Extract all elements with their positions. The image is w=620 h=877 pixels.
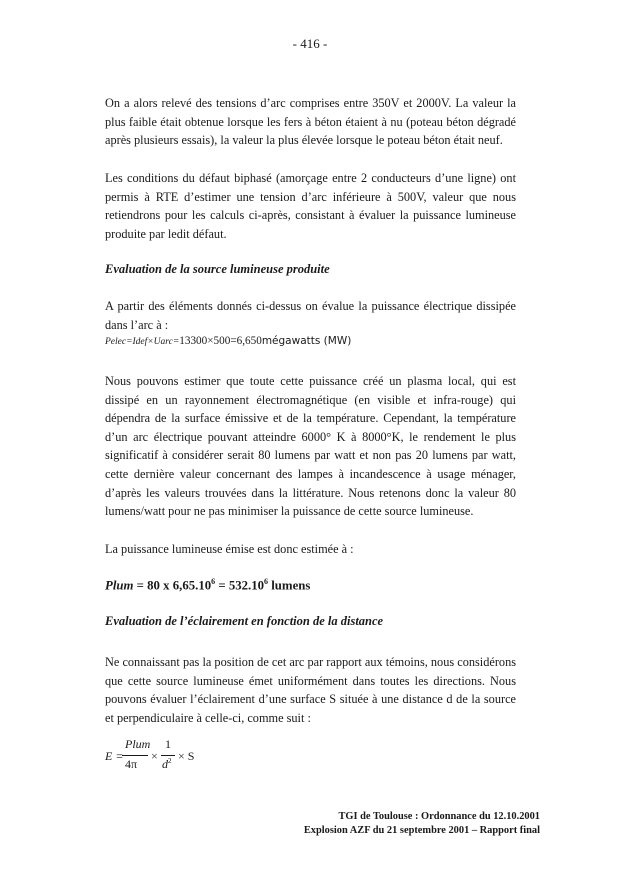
equation-distance: d: [162, 757, 168, 771]
equation-numerator2: 1: [165, 737, 171, 751]
plum-symbol: Plum: [105, 578, 134, 593]
equation-times: ×: [151, 749, 158, 763]
equation-denominator2: [162, 757, 172, 772]
equation-times-s: × S: [178, 749, 195, 763]
equation-exponent: 2: [168, 757, 172, 765]
fraction-bar-2: [161, 755, 175, 756]
plum-unit: lumens: [268, 578, 311, 593]
formula-luminous-power: [105, 577, 310, 593]
plum-exponent1: 6: [211, 577, 216, 586]
paragraph-luminous-power: La puissance lumineuse émise est donc estimée à :: [105, 542, 354, 556]
paragraph-plasma-radiation: Nous pouvons estimer que toute cette puissance créé un plasma local, qui est dissipé en un rayonnement électromagnétique (en visible et infra-rouge) qui dépendra de la surface émissive et de la température. Cependant, la température d’un arc électrique pouvant atteindre 6000° K à 8000°K, le rendement le plus significatif à considérer serait 80 lumens par watt et non pas 20 lumens par watt, cette dernière valeur concernant des lampes à incandescence à usage ménager, d’après les valeurs trouvées dans la littérature. Nous retenons donc la valeur 80 lumens/watt pour ne pas minimiser la puissance de cette source lumineuse.: [105, 374, 516, 519]
paragraph-illuminance-method: Ne connaissant pas la position de cet arc par rapport aux témoins, nous considérons que cette source lumineuse émet uniformément dans toutes les directions. Nous pouvons évaluer l’éclairement d’une surface S située à une distance d de la source et perpendiculaire à celle-ci, comme suit :: [105, 655, 516, 725]
formula-expression: Pelec=Idef×Uarc=: [105, 337, 180, 347]
equation-denominator1: 4π: [125, 757, 138, 771]
footer-report: Explosion AZF du 21 septembre 2001 – Rapport final: [303, 825, 540, 836]
equation-illuminance: [105, 737, 225, 781]
paragraph-arc-voltages: On a alors relevé des tensions d’arc comprises entre 350V et 2000V. La valeur la plus faible était obtenue lorsque les fers à béton étaient à nu (poteau béton dégradé après plusieurs essais), la valeur la plus élevée lorsque le poteau béton était neuf.: [105, 96, 516, 148]
heading-illuminance-distance: Evaluation de l’éclairement en fonction de la distance: [105, 614, 384, 628]
formula-unit: mégawatts (MW): [261, 335, 352, 347]
fraction-bar-1: [122, 755, 148, 756]
plum-exponent2: 6: [264, 577, 269, 586]
page-number: - 416 -: [292, 36, 328, 51]
footer-court: TGI de Toulouse : Ordonnance du 12.10.2001: [338, 811, 540, 822]
plum-part2: = 532.10: [215, 578, 265, 593]
plum-part1: = 80 x 6,65.10: [133, 578, 212, 593]
equation-numerator1: Plum: [125, 737, 151, 751]
heading-light-source: Evaluation de la source lumineuse produite: [105, 262, 330, 276]
formula-value: 13300×500=6,650: [179, 335, 262, 347]
paragraph-fault-conditions: Les conditions du défaut biphasé (amorçage entre 2 conducteurs d’une ligne) ont permis à RTE d’estimer une tension d’arc inférieure à 500V, valeur que nous retiendrons pour les calculs ci-après, consistant à évaluer la puissance lumineuse produite par ledit défaut.: [105, 171, 516, 241]
equation-lhs: E =: [105, 749, 124, 763]
formula-electrical-power: [105, 335, 351, 347]
paragraph-electrical-power: A partir des éléments donnés ci-dessus on évalue la puissance électrique dissipée dans l’arc à :: [105, 299, 516, 332]
